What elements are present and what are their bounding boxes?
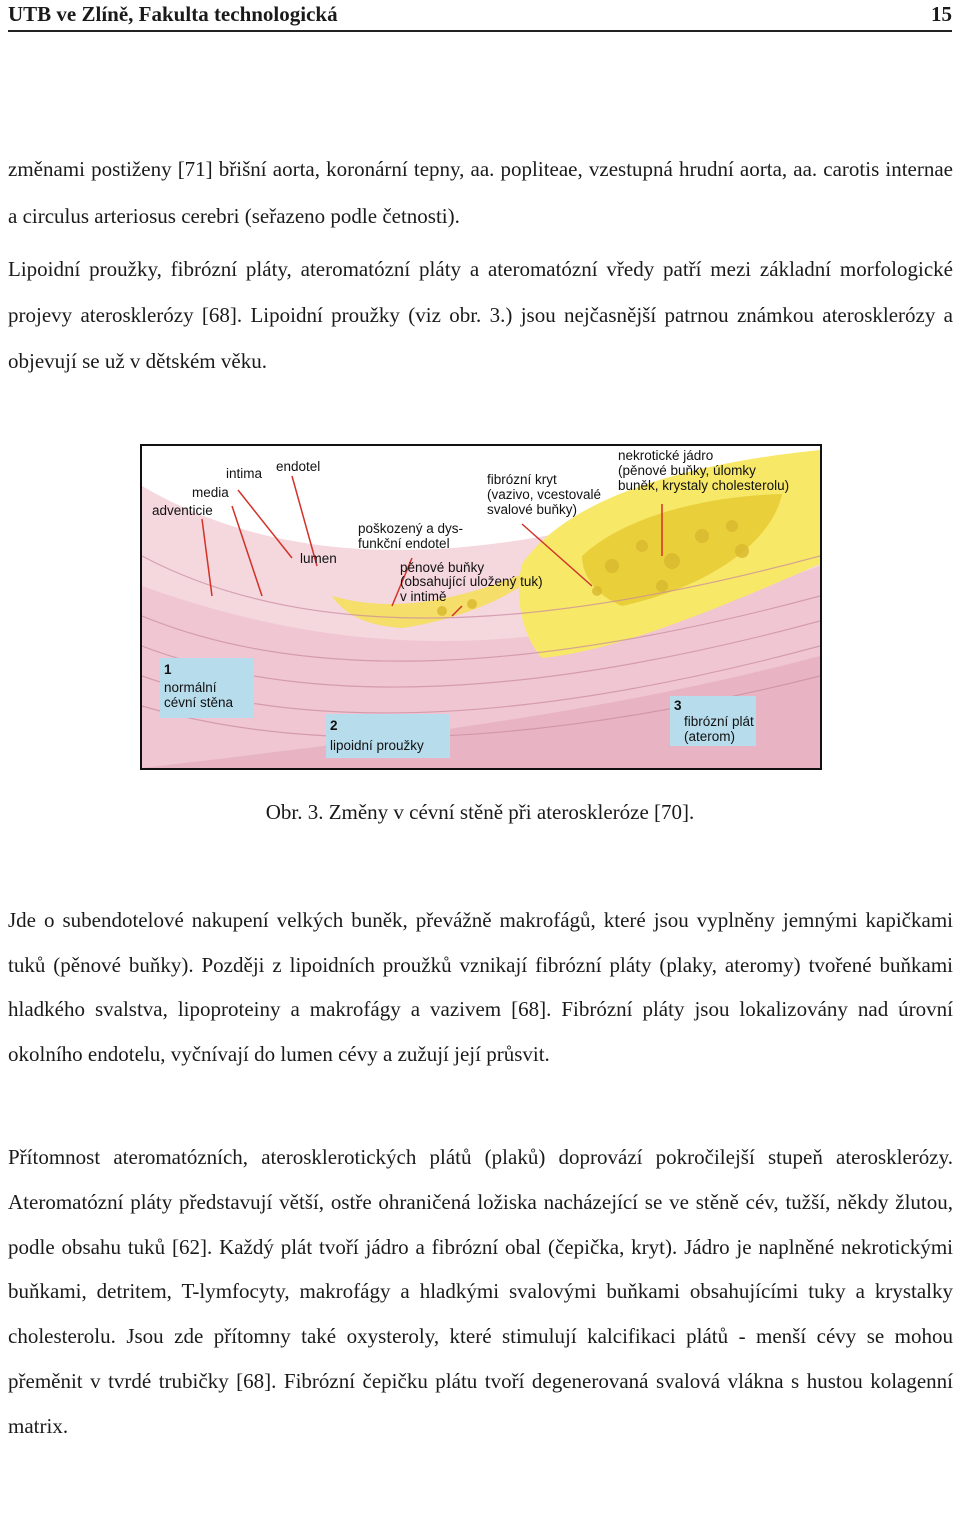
label-endotel: endotel (276, 459, 321, 474)
box-1-line-1: normální (164, 680, 217, 695)
label-poskozeny-1: poškozený a dys- (358, 521, 464, 536)
figure-caption: Obr. 3. Změny v cévní stěně při ateroskleróze [70]. (265, 800, 695, 824)
header-title: UTB ve Zlíně, Fakulta technologická (8, 2, 338, 26)
label-penove-3: v intimě (400, 589, 447, 604)
label-nekroticke-3: buněk, krystaly cholesterolu) (618, 478, 790, 493)
header-rule (8, 30, 952, 32)
paragraph-4: Přítomnost ateromatózních, aterosklerotických plátů (plaků) doprovází pokročilejší stupeň aterosklerózy. Ateromatózní pláty představují větší, ostře ohraničená ložiska nacházející se ve stěně cév, tužší, někdy žlutou, podle obsahu tuků [62]. Každý plát tvoří jádro a fibrózní obal (čepička, kryt). Jádro je naplněné nekrotickými buňkami, detritem, T-lymfocyty, makrofágy a hladkými svalovými buňkami obsahujícími tuky a krystalky cholesterolu. Jsou zde přítomny také oxysteroly, které stimulují kalcifikaci plátů - menší cévy se mohou přeměnit v tvrdé trubičky [68]. Fibrózní čepičku plátu tvoří degenerovaná svalová vlákna s hustou kolagenní matrix. (8, 1145, 953, 1438)
atherosclerosis-figure (140, 444, 822, 770)
paragraph-2: Lipoidní proužky, fibrózní pláty, ateromatózní pláty a ateromatózní vředy patří mezi základní morfologické projevy aterosklerózy [68]. Lipoidní proužky (viz obr. 3.) jsou nejčasnější patrnou známkou aterosklerózy a objevují se už v dětském věku. (8, 257, 953, 373)
box-3-line-2: (aterom) (684, 729, 736, 744)
paragraph-3: Jde o subendotelové nakupení velkých buněk, převážně makrofágů, které jsou vyplněny jemnými kapičkami tuků (pěnové buňky). Později z lipoidních proužků vznikají fibrózní pláty (plaky, ateromy) tvořené buňkami hladkého svalstva, lipoproteiny a makrofágy a vazivem [68]. Fibrózní pláty jsou lokalizovány nad úrovní okolního endotelu, vyčnívají do lumen cévy a zužují její průsvit. (8, 908, 953, 1066)
box-number-1: 1 (164, 662, 172, 677)
box-1-line-2: cévní stěna (164, 695, 234, 710)
box-2-line-1: lipoidní proužky (330, 738, 424, 753)
label-fibrozni-kryt-3: svalové buňky) (487, 502, 578, 517)
box-lipid-streaks (326, 714, 450, 758)
label-nekroticke-1: nekrotické jádro (618, 448, 714, 463)
page-number: 15 (931, 2, 952, 26)
box-normal-wall (160, 658, 254, 718)
label-lumen: lumen (300, 551, 337, 566)
page-header (8, 0, 952, 29)
box-3-line-1: fibrózní plát (684, 714, 754, 729)
box-number-3: 3 (674, 698, 682, 713)
label-penove-2: (obsahující uložený tuk) (400, 574, 543, 589)
label-poskozeny-2: funkční endotel (358, 536, 450, 551)
label-adventicie: adventicie (152, 503, 213, 518)
label-media: media (192, 485, 229, 500)
box-number-2: 2 (330, 718, 338, 733)
label-penove-1: pěnové buňky (400, 560, 485, 575)
paragraph-1: změnami postiženy [71] břišní aorta, koronární tepny, aa. popliteae, vzestupná hrudní aorta, aa. carotis internae a circulus arteriosus cerebri (seřazeno podle četnosti). (8, 157, 953, 228)
label-intima: intima (226, 466, 263, 481)
box-fibrous-plaque (670, 696, 756, 746)
vessel-wall-illustration (142, 446, 820, 768)
label-fibrozni-kryt-2: (vazivo, vcestovalé (487, 487, 602, 502)
label-nekroticke-2: (pěnové buňky, úlomky (618, 463, 756, 478)
label-fibrozni-kryt-1: fibrózní kryt (487, 472, 557, 487)
